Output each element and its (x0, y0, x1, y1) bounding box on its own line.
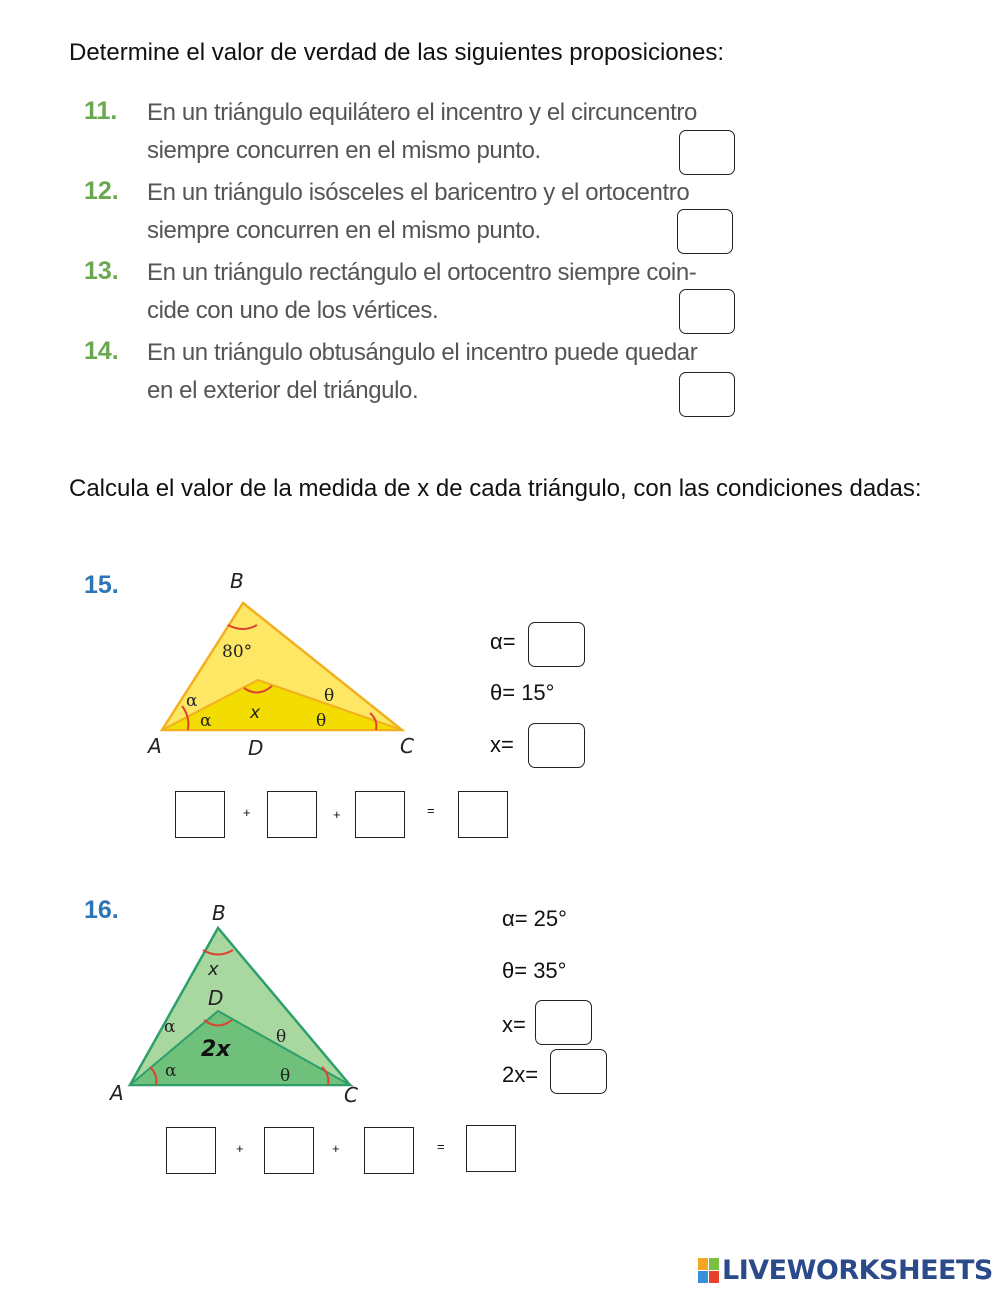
proposition-text-line: en el exterior del triángulo. (147, 377, 419, 404)
angle-label-x: x (250, 703, 261, 723)
triangle-figure-15 (140, 570, 430, 770)
equals-sign: = (437, 1139, 445, 1154)
condition-theta: θ= 15° (490, 680, 555, 705)
angle-label-alpha: α (165, 1061, 177, 1081)
vertex-label-c: C (344, 1083, 358, 1107)
equation-box-2[interactable] (267, 791, 317, 838)
answer-box-12[interactable] (677, 209, 733, 254)
vertex-label-b: B (230, 570, 244, 593)
proposition-number: 12. (84, 177, 119, 205)
vertex-label-a: A (148, 734, 162, 758)
condition-alpha-label: α= (490, 629, 516, 654)
angle-label-theta: θ (280, 1066, 291, 1086)
equation-box-3[interactable] (364, 1127, 414, 1174)
logo-icon (698, 1258, 720, 1284)
equals-sign: = (427, 803, 435, 818)
plus-sign: + (332, 1141, 340, 1156)
vertex-label-d: D (248, 736, 264, 760)
vertex-label-c: C (400, 734, 414, 758)
logo-text: LIVEWORKSHEETS (722, 1255, 993, 1286)
condition-theta: θ= 35° (502, 958, 567, 983)
answer-box-13[interactable] (679, 289, 735, 334)
proposition-text-line: En un triángulo rectángulo el ortocentro siempre coin- (147, 259, 697, 286)
proposition-number: 13. (84, 257, 119, 285)
proposition-text-line: En un triángulo equilátero el incentro y el circuncentro (147, 99, 697, 126)
angle-label-theta: θ (316, 711, 327, 731)
proposition-text-line: siempre concurren en el mismo punto. (147, 217, 541, 244)
problem-number-16: 16. (84, 896, 119, 924)
condition-2x-label: 2x= (502, 1062, 539, 1087)
condition-x-label: x= (490, 732, 514, 757)
angle-label-alpha: α (164, 1017, 176, 1037)
angle-label-alpha: α (186, 691, 198, 711)
instruction-calculate: Calcula el valor de la medida de x de cada triángulo, con las condiciones dadas: (69, 475, 922, 502)
angle-label-b: 80° (222, 642, 253, 662)
vertex-label-d: D (208, 986, 224, 1010)
answer-box-alpha-15[interactable] (528, 622, 585, 667)
proposition-text-line: En un triángulo obtusángulo el incentro puede quedar (147, 339, 698, 366)
plus-sign: + (243, 805, 251, 820)
instruction-truth-value: Determine el valor de verdad de las siguientes proposiciones: (69, 39, 725, 66)
equation-box-1[interactable] (166, 1127, 216, 1174)
condition-x-label: x= (502, 1012, 526, 1037)
problem-number-15: 15. (84, 571, 119, 599)
condition-alpha: α= 25° (502, 906, 567, 931)
angle-label-theta: θ (276, 1027, 287, 1047)
liveworksheets-logo (698, 1255, 993, 1286)
answer-box-14[interactable] (679, 372, 735, 417)
answer-box-2x-16[interactable] (550, 1049, 607, 1094)
angle-label-alpha: α (200, 711, 212, 731)
proposition-number: 14. (84, 337, 119, 365)
plus-sign: + (236, 1141, 244, 1156)
answer-box-x-16[interactable] (535, 1000, 592, 1045)
equation-box-result[interactable] (466, 1125, 516, 1172)
angle-label-x: x (208, 959, 219, 980)
plus-sign: + (333, 807, 341, 822)
vertex-label-a: A (110, 1081, 124, 1105)
angle-label-2x: 2x (201, 1037, 231, 1062)
triangle-figure-16 (100, 895, 370, 1115)
proposition-text-line: cide con uno de los vértices. (147, 297, 439, 324)
equation-box-result[interactable] (458, 791, 508, 838)
proposition-number: 11. (84, 97, 118, 125)
vertex-label-b: B (212, 901, 226, 925)
equation-box-2[interactable] (264, 1127, 314, 1174)
proposition-text-line: En un triángulo isósceles el baricentro y el ortocentro (147, 179, 690, 206)
equation-box-1[interactable] (175, 791, 225, 838)
answer-box-11[interactable] (679, 130, 735, 175)
equation-box-3[interactable] (355, 791, 405, 838)
proposition-text-line: siempre concurren en el mismo punto. (147, 137, 541, 164)
angle-label-theta: θ (324, 686, 335, 706)
answer-box-x-15[interactable] (528, 723, 585, 768)
